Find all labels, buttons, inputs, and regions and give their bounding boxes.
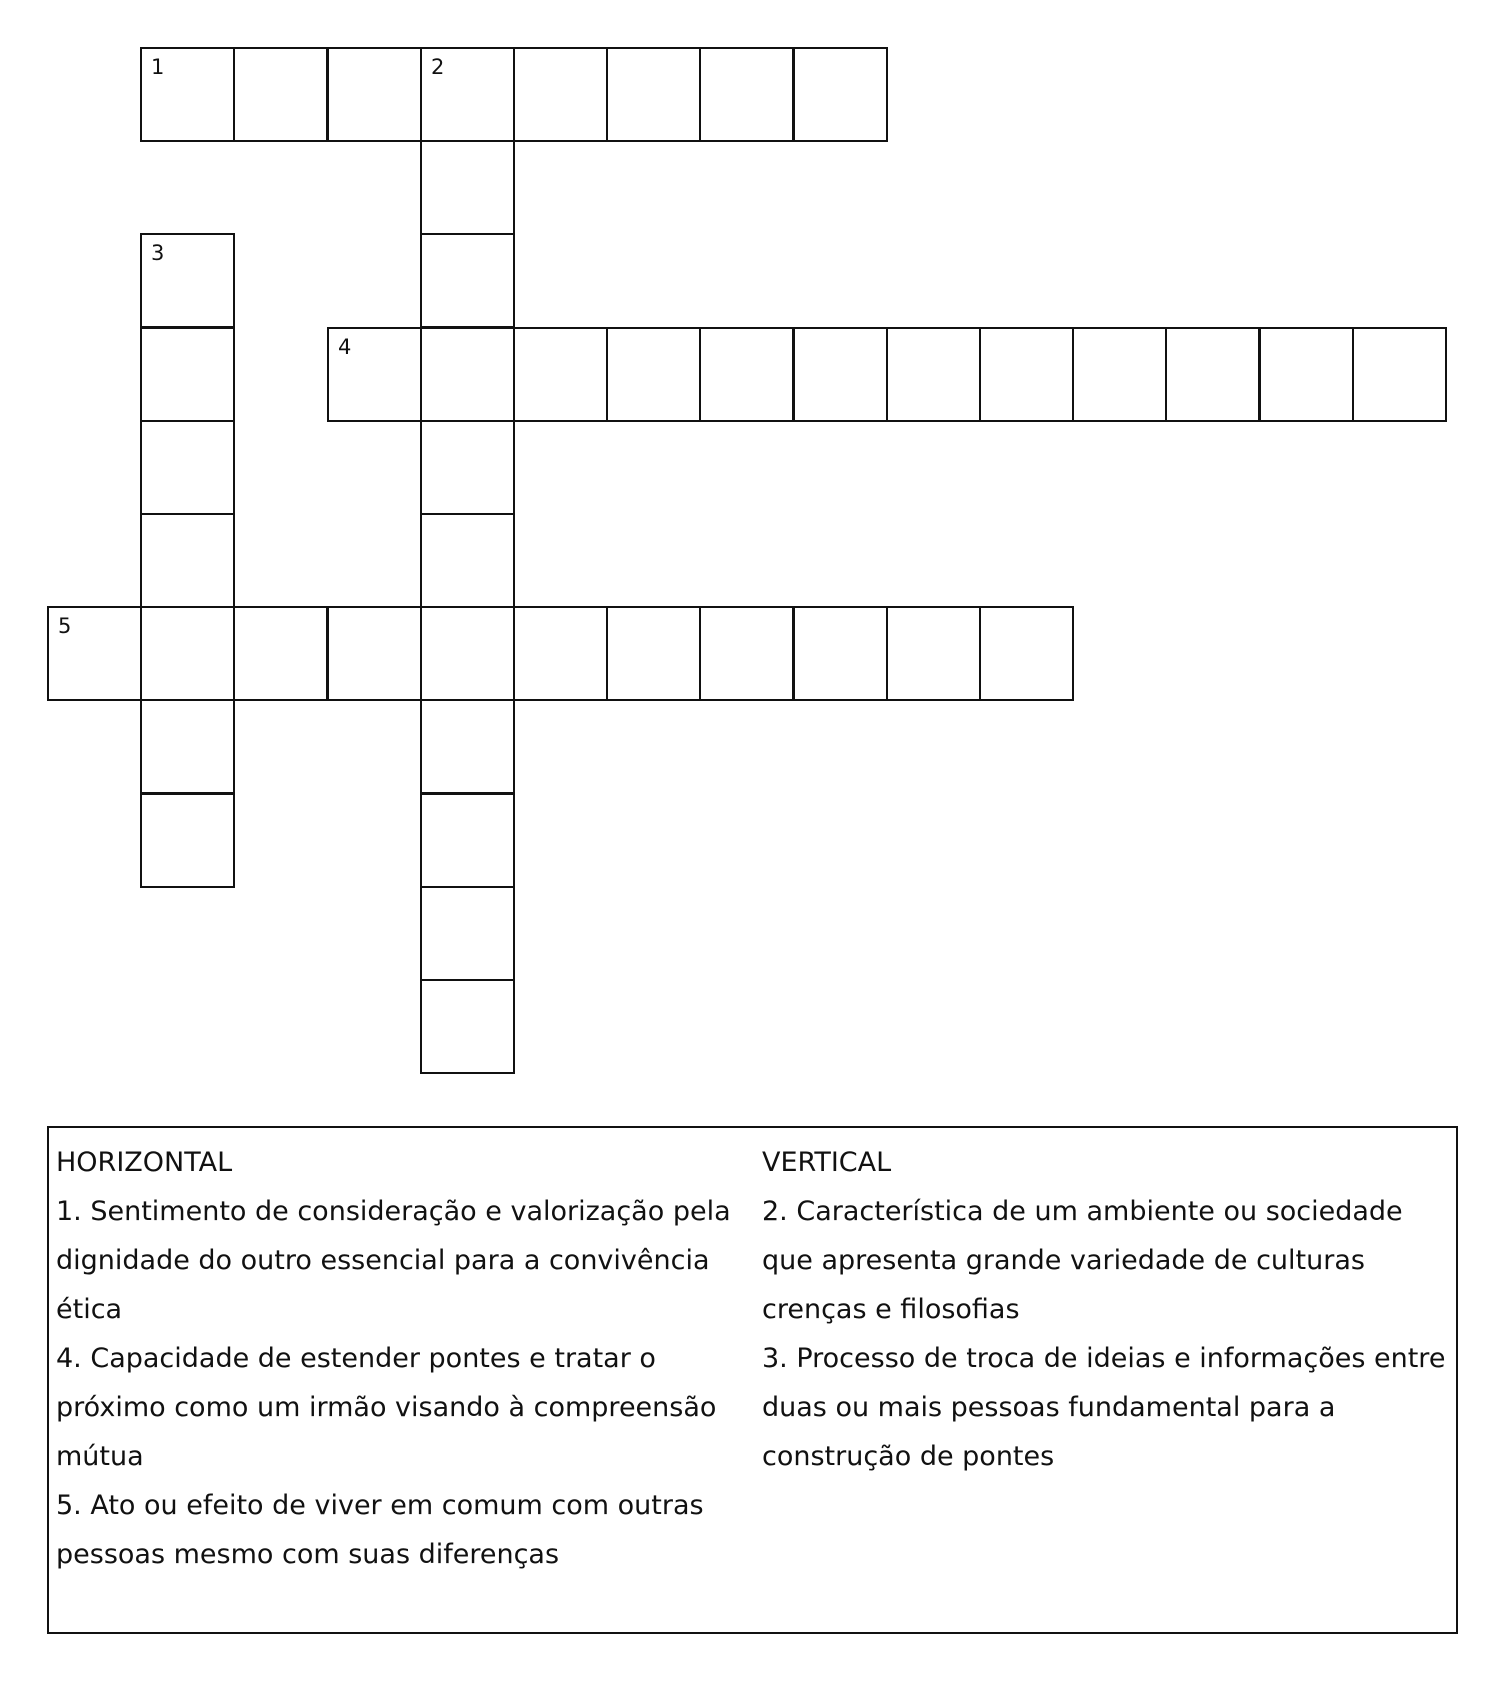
clues-box (47, 1126, 1458, 1634)
crossword-cell[interactable] (1352, 327, 1447, 422)
crossword-cell[interactable] (327, 606, 422, 701)
crossword-cell[interactable] (233, 606, 328, 701)
crossword-cell[interactable] (699, 47, 794, 142)
crossword-cell[interactable] (1072, 327, 1167, 422)
crossword-cell[interactable] (886, 606, 981, 701)
crossword-cell[interactable] (513, 47, 608, 142)
clue-number: 5 (58, 614, 72, 638)
crossword-cell[interactable] (606, 327, 701, 422)
vertical-heading: VERTICAL (762, 1147, 892, 1178)
crossword-cell[interactable] (793, 47, 888, 142)
crossword-cell[interactable] (513, 327, 608, 422)
crossword-cell[interactable] (420, 327, 515, 422)
crossword-cell[interactable] (140, 606, 235, 701)
crossword-cell[interactable] (979, 606, 1074, 701)
crossword-cell[interactable] (699, 327, 794, 422)
crossword-cell[interactable] (699, 606, 794, 701)
crossword-cell[interactable] (420, 233, 515, 328)
clue-number: 4 (338, 335, 352, 359)
crossword-cell[interactable] (1165, 327, 1260, 422)
crossword-cell[interactable] (420, 513, 515, 608)
clue-number: 2 (431, 55, 445, 79)
crossword-cell[interactable] (513, 606, 608, 701)
crossword-cell[interactable] (47, 606, 142, 701)
crossword-cell[interactable] (606, 47, 701, 142)
clue-2-down: 2. Característica de um ambiente ou sociedade que apresenta grande variedade de culturas crenças e filosofias (762, 1196, 1403, 1325)
clue-4-across: 4. Capacidade de estender pontes e tratar o próximo como um irmão visando à compreensão mútua (56, 1343, 717, 1472)
crossword-cell[interactable] (420, 699, 515, 794)
crossword-cell[interactable] (140, 420, 235, 515)
crossword-cell[interactable] (793, 606, 888, 701)
crossword-cell[interactable] (793, 327, 888, 422)
crossword-cell[interactable] (979, 327, 1074, 422)
crossword-cell[interactable] (606, 606, 701, 701)
horizontal-clues (56, 1138, 736, 1579)
crossword-cell[interactable] (233, 47, 328, 142)
crossword-cell[interactable] (140, 47, 235, 142)
crossword-cell[interactable] (1259, 327, 1354, 422)
clue-1-across: 1. Sentimento de consideração e valorização pela dignidade do outro essencial para a convivência ética (56, 1196, 731, 1325)
crossword-cell[interactable] (420, 886, 515, 981)
clue-number: 3 (151, 241, 165, 265)
crossword-cell[interactable] (420, 420, 515, 515)
crossword-cell[interactable] (140, 327, 235, 422)
crossword-cell[interactable] (327, 327, 422, 422)
crossword-cell[interactable] (140, 793, 235, 888)
crossword-cell[interactable] (140, 233, 235, 328)
crossword-cell[interactable] (140, 699, 235, 794)
crossword-cell[interactable] (420, 140, 515, 235)
crossword-cell[interactable] (420, 606, 515, 701)
clue-number: 1 (151, 55, 165, 79)
horizontal-heading: HORIZONTAL (56, 1147, 233, 1178)
vertical-clues (762, 1138, 1452, 1481)
crossword-cell[interactable] (327, 47, 422, 142)
clue-5-across: 5. Ato ou efeito de viver em comum com outras pessoas mesmo com suas diferenças (56, 1490, 704, 1570)
crossword-cell[interactable] (886, 327, 981, 422)
crossword-cell[interactable] (420, 47, 515, 142)
crossword-cell[interactable] (420, 793, 515, 888)
crossword-cell[interactable] (140, 513, 235, 608)
crossword-cell[interactable] (420, 979, 515, 1074)
clue-3-down: 3. Processo de troca de ideias e informações entre duas ou mais pessoas fundamental para a construção de pontes (762, 1343, 1446, 1472)
